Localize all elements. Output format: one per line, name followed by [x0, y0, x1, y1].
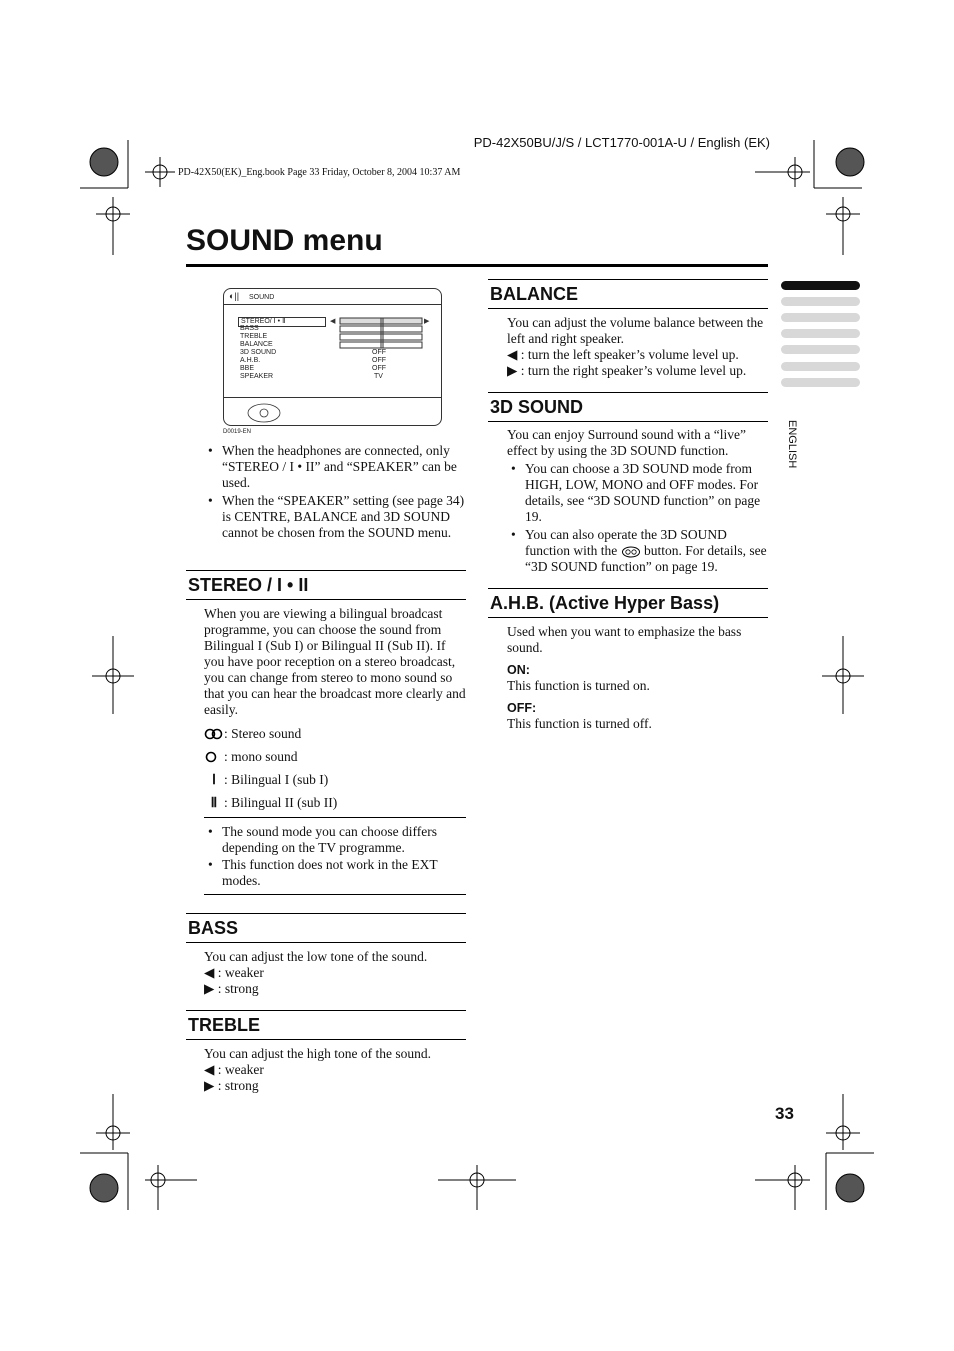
osd-menu-name: SOUND: [249, 294, 275, 301]
svg-text:▶: ▶: [424, 318, 430, 325]
osd-row-value: OFF: [372, 349, 386, 356]
bilingual-1-row: [204, 768, 466, 791]
left-arrow-icon: ◀: [204, 965, 215, 980]
stereo-modes: [204, 722, 466, 814]
treble-body: [204, 1046, 466, 1094]
treble-text: You can adjust the high tone of the sound.: [204, 1046, 431, 1061]
bass-body: [204, 949, 466, 997]
osd-row: [238, 373, 438, 381]
mono-icon: [204, 751, 224, 763]
balance-right-text: : turn the right speaker’s volume level up.: [517, 363, 747, 378]
list-item: • When the headphones are connected, only “STEREO / I • II” and “SPEAKER” can be used.: [204, 443, 466, 491]
treble-right-text: : strong: [214, 1078, 259, 1093]
osd-row-label: BALANCE: [240, 341, 273, 348]
sound3d-body: [507, 427, 769, 575]
list-item: [507, 527, 769, 575]
osd-row-label: 3D SOUND: [240, 349, 277, 356]
svg-text:◀: ◀: [330, 318, 336, 325]
left-arrow-icon: ◀: [507, 347, 518, 362]
osd-remote-keys-icon: [246, 402, 282, 424]
sound-menu-osd: [223, 288, 442, 426]
bass-left-text: : weaker: [214, 965, 264, 980]
sound3d-heading: 3D SOUND: [488, 392, 768, 422]
ahb-heading: A.H.B. (Active Hyper Bass): [488, 588, 768, 618]
balance-heading: BALANCE: [488, 279, 768, 309]
right-arrow-icon: ▶: [204, 1078, 215, 1093]
list-item: • This function does not work in the EXT modes.: [204, 857, 466, 889]
osd-row-label: STEREO/ Ⅰ • Ⅱ: [238, 317, 326, 327]
bilingual-1-icon: Ⅰ: [212, 771, 216, 787]
bilingual-1-text: : Bilingual I (sub I): [224, 771, 329, 787]
treble-left-text: : weaker: [214, 1062, 264, 1077]
osd-divider: [224, 304, 441, 305]
left-notes: [204, 443, 466, 541]
ahb-body: [507, 624, 769, 732]
side-tab: [781, 345, 860, 354]
bass-right-row: [204, 981, 466, 997]
balance-left-row: [507, 347, 769, 363]
mono-mode-row: [204, 745, 466, 768]
side-tab: [781, 329, 860, 338]
osd-row: [238, 365, 438, 373]
side-tab-label: ENGLISH: [786, 420, 798, 469]
ahb-off-text: This function is turned off.: [507, 716, 652, 731]
side-tab: [781, 313, 860, 322]
ahb-on-text: This function is turned on.: [507, 678, 650, 693]
document-code: PD-42X50BU/J/S / LCT1770-001A-U / English (EK): [473, 135, 770, 150]
stereo-icon: [204, 728, 224, 740]
osd-row-label: A.H.B.: [240, 357, 261, 364]
list-item: • The sound mode you can choose differs depending on the TV programme.: [204, 824, 466, 856]
osd-row-value: TV: [374, 373, 383, 380]
stereo-mode-row: [204, 722, 466, 745]
stereo-mode-text: : Stereo sound: [224, 725, 302, 741]
bass-left-row: [204, 965, 466, 981]
osd-row-label: SPEAKER: [240, 373, 274, 380]
bass-text: You can adjust the low tone of the sound.: [204, 949, 428, 964]
balance-body: [507, 315, 769, 379]
stereo-notes-box: [204, 817, 466, 895]
title-rule: [186, 264, 768, 267]
stereo-intro: When you are viewing a bilingual broadcast programme, you can choose the sound from Bilingual I (Sub I) or Bilingual II (Sub II). If you have poor reception on a stereo broadcast, you can change from stereo to mono sound so that you can hear the broadcast more clearly and easily.: [204, 606, 466, 717]
bilingual-2-text: : Bilingual II (sub II): [224, 794, 338, 810]
book-info-line: PD-42X50(EK)_Eng.book Page 33 Friday, October 8, 2004 10:37 AM: [178, 167, 461, 178]
ahb-off-label: OFF:: [507, 701, 537, 715]
mono-mode-text: : mono sound: [224, 748, 298, 764]
bass-right-text: : strong: [214, 981, 259, 996]
ahb-text: Used when you want to emphasize the bass sound.: [507, 624, 742, 655]
osd-figure-code: D0019-EN: [223, 429, 252, 435]
sound3d-text: You can enjoy Surround sound with a “live” effect by using the 3D SOUND function.: [507, 427, 746, 458]
left-arrow-icon: ◀: [204, 1062, 215, 1077]
treble-left-row: [204, 1062, 466, 1078]
osd-divider: [224, 397, 441, 398]
side-tab: [781, 378, 860, 387]
balance-text: You can adjust the volume balance between the left and right speaker.: [507, 315, 764, 346]
osd-row-label: BASS: [240, 325, 259, 332]
treble-right-row: [204, 1078, 466, 1094]
sound3d-bullet2-b: button. For details, see “3D SOUND function” on page 19.: [525, 543, 767, 574]
page-number: 33: [775, 1104, 794, 1123]
ahb-on-label: ON:: [507, 663, 530, 677]
sound3d-bullet2-a: You can also operate the 3D SOUND function with the: [525, 527, 727, 558]
3d-sound-button-icon: [621, 546, 641, 558]
osd-row-value: OFF: [372, 357, 386, 364]
right-arrow-icon: ▶: [507, 363, 518, 378]
stereo-heading: STEREO / I • II: [186, 570, 466, 600]
osd-row-value: OFF: [372, 365, 386, 372]
page-title: SOUND menu: [186, 224, 383, 257]
balance-left-text: : turn the left speaker’s volume level up.: [517, 347, 739, 362]
osd-row: [238, 357, 438, 365]
treble-heading: TREBLE: [186, 1010, 466, 1040]
osd-level-bars: [330, 316, 430, 356]
osd-row-label: TREBLE: [240, 333, 268, 340]
bilingual-2-row: [204, 791, 466, 814]
side-tab: [781, 297, 860, 306]
bass-heading: BASS: [186, 913, 466, 943]
bilingual-2-icon: Ⅱ: [210, 794, 218, 810]
balance-right-row: [507, 363, 769, 379]
list-item: • You can choose a 3D SOUND mode from HIGH, LOW, MONO and OFF modes. For details, see “3D SOUND function” on page 19.: [507, 461, 769, 525]
list-item: • When the “SPEAKER” setting (see page 34) is CENTRE, BALANCE and 3D SOUND cannot be chosen from the SOUND menu.: [204, 493, 466, 541]
side-tab-active: [781, 281, 860, 290]
osd-sound-icon: ◐||: [229, 291, 240, 301]
side-tab: [781, 362, 860, 371]
osd-row-label: BBE: [240, 365, 255, 372]
right-arrow-icon: ▶: [204, 981, 215, 996]
